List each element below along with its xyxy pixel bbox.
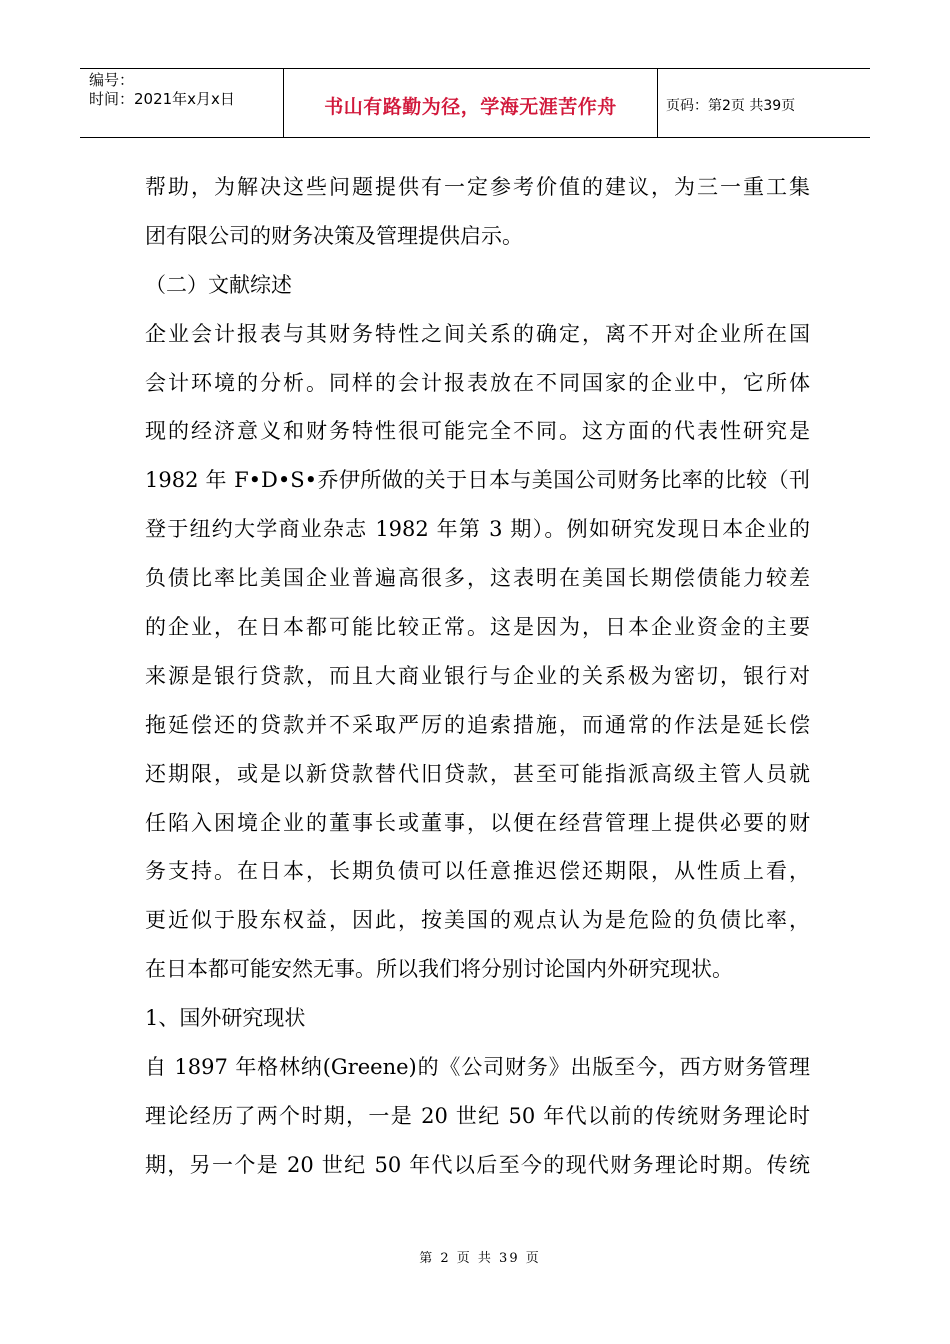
body-text-line: 1982 年 F•D•S•乔伊所做的关于日本与美国公司财务比率的比较（刊: [145, 468, 810, 493]
header-motto-cell: [284, 69, 658, 137]
body-text-line: 现的经济意义和财务特性很可能完全不同。这方面的代表性研究是: [145, 419, 810, 444]
time-label: 时间：2021年x月x日: [89, 90, 235, 108]
body-text-line: 自 1897 年格林纳(Greene)的《公司财务》出版至今，西方财务管理: [145, 1055, 810, 1080]
body-text-line: 负债比率比美国企业普遍高很多，这表明在美国长期偿债能力较差: [145, 566, 810, 591]
header-meta-cell: [80, 69, 284, 137]
body-text-line: 来源是银行贷款，而且大商业银行与企业的关系极为密切，银行对: [145, 663, 810, 688]
body-text-line: （二）文献综述: [145, 272, 292, 297]
number-label: 编号：: [89, 71, 135, 89]
motto-text: 书山有路勤为径，学海无涯苦作舟: [324, 95, 617, 118]
body-text-line: 更近似于股东权益，因此，按美国的观点认为是危险的负债比率，: [145, 908, 810, 933]
body-text-line: 的企业，在日本都可能比较正常。这是因为，日本企业资金的主要: [145, 615, 810, 640]
body-text-line: 1、国外研究现状: [145, 1006, 306, 1031]
body-text-line: 团有限公司的财务决策及管理提供启示。: [145, 223, 523, 248]
body-text-line: 务支持。在日本，长期负债可以任意推迟偿还期限，从性质上看，: [145, 859, 810, 884]
body-text-line: 任陷入困境企业的董事长或董事，以便在经营管理上提供必要的财: [145, 810, 810, 835]
page-footer: 第 2 页 共 39 页: [419, 1251, 541, 1266]
page-info: 页码：第2页 共39页: [666, 98, 796, 114]
body-text-line: 帮助，为解决这些问题提供有一定参考价值的建议，为三一重工集: [145, 175, 810, 199]
body-text-line: 理论经历了两个时期，一是 20 世纪 50 年代以前的传统财务理论时: [145, 1103, 810, 1128]
document-body: [145, 163, 810, 1190]
page-header: [80, 68, 870, 138]
body-text-line: 拖延偿还的贷款并不采取严厉的追索措施，而通常的作法是延长偿: [145, 712, 810, 737]
body-text-line: 期，另一个是 20 世纪 50 年代以后至今的现代财务理论时期。传统: [145, 1152, 810, 1177]
body-text-line: 在日本都可能安然无事。所以我们将分别讨论国内外研究现状。: [145, 957, 733, 982]
body-text-line: 企业会计报表与其财务特性之间关系的确定，离不开对企业所在国: [145, 321, 810, 346]
body-text-line: 登于纽约大学商业杂志 1982 年第 3 期）。例如研究发现日本企业的: [145, 517, 810, 542]
header-page-cell: [658, 69, 870, 137]
body-text-line: 还期限，或是以新贷款替代旧贷款，甚至可能指派高级主管人员就: [145, 761, 810, 786]
body-text-line: 会计环境的分析。同样的会计报表放在不同国家的企业中，它所体: [145, 370, 810, 395]
